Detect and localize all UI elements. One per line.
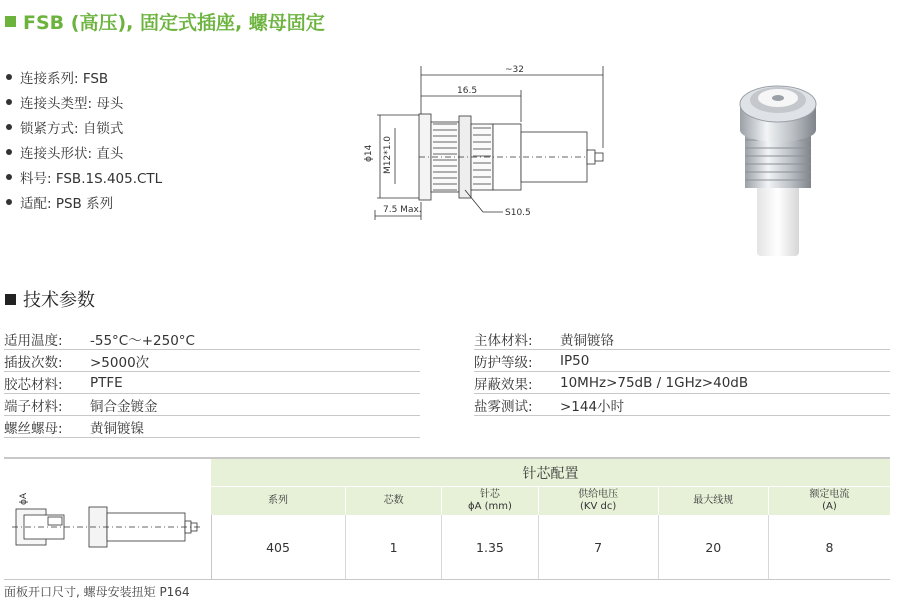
table-header-cell: 额定电流 (A) [768, 487, 890, 515]
table-cell: 8 [768, 515, 890, 579]
title-text: FSB (高压), 固定式插座, 螺母固定 [23, 11, 325, 34]
section-heading: 技术参数 [5, 286, 95, 312]
dim-body-label: 16.5 [457, 86, 478, 96]
table-row: 主体材料: 黄铜镀铬 [474, 328, 890, 350]
pin-phi-label: ϕA [19, 492, 29, 505]
table-row: 胶芯材料: PTFE [4, 372, 420, 394]
table-cell: 20 [658, 515, 768, 579]
table-cell: 1 [345, 515, 441, 579]
list-item: 锁紧方式: 自锁式 [6, 114, 162, 139]
list-item: 料号: FSB.1S.405.CTL [6, 164, 162, 189]
bullet-icon [6, 199, 12, 205]
specs-table-right [474, 328, 890, 416]
table-row: 盐雾测试: >144小时 [474, 394, 890, 416]
pin-drawing [4, 459, 211, 579]
table-header-cell: 系列 [268, 495, 288, 506]
dim-hex-label: S10.5 [505, 208, 531, 218]
table-row: 端子材料: 铜合金镀金 [4, 394, 420, 416]
list-item: 适配: PSB 系列 [6, 189, 162, 214]
table-header-cell: 针芯 ϕA (mm) [441, 487, 537, 515]
list-item: 连接头类型: 母头 [6, 89, 162, 114]
bullet-icon [6, 174, 12, 180]
title-square-icon [5, 16, 16, 27]
table-row [211, 515, 890, 579]
table-header-cell: 芯数 [345, 487, 441, 515]
dim-overall-label: ~32 [505, 65, 524, 75]
bullet-icon [6, 149, 12, 155]
bullet-icon [6, 124, 12, 130]
table-row: 防护等级: IP50 [474, 350, 890, 372]
pin-table-header [211, 487, 890, 515]
table-header-cell: 最大线规 [658, 487, 768, 515]
footnote: 面板开口尺寸, 螺母安装扭矩 P164 [4, 585, 190, 599]
pin-table-caption: 针芯配置 [211, 459, 890, 487]
table-cell: 405 [266, 539, 290, 555]
product-photo [715, 70, 845, 260]
dimension-drawing [355, 60, 620, 230]
dim-max-label: 7.5 Max. [383, 205, 422, 215]
table-cell: 7 [538, 515, 658, 579]
dim-diameter-label: ϕ14 [364, 144, 374, 162]
table-header-cell: 供给电压 (KV dc) [538, 487, 658, 515]
table-row: 屏蔽效果: 10MHz>75dB / 1GHz>40dB [474, 372, 890, 394]
list-item: 连接系列: FSB [6, 64, 162, 89]
bullet-icon [6, 74, 12, 80]
feature-list [6, 64, 162, 214]
pin-figure-cell [4, 459, 212, 579]
table-row: 适用温度: -55°C～+250°C [4, 328, 420, 350]
pin-config-table [4, 457, 890, 580]
page-title [5, 6, 325, 36]
table-row: 螺丝螺母: 黄铜镀镍 [4, 416, 420, 438]
dim-thread-label: M12*1.0 [383, 135, 393, 174]
table-row: 插拔次数: >5000次 [4, 350, 420, 372]
heading-square-icon [5, 294, 16, 305]
bullet-icon [6, 99, 12, 105]
table-cell: 1.35 [441, 515, 537, 579]
specs-table-left [4, 328, 420, 438]
list-item: 连接头形状: 直头 [6, 139, 162, 164]
